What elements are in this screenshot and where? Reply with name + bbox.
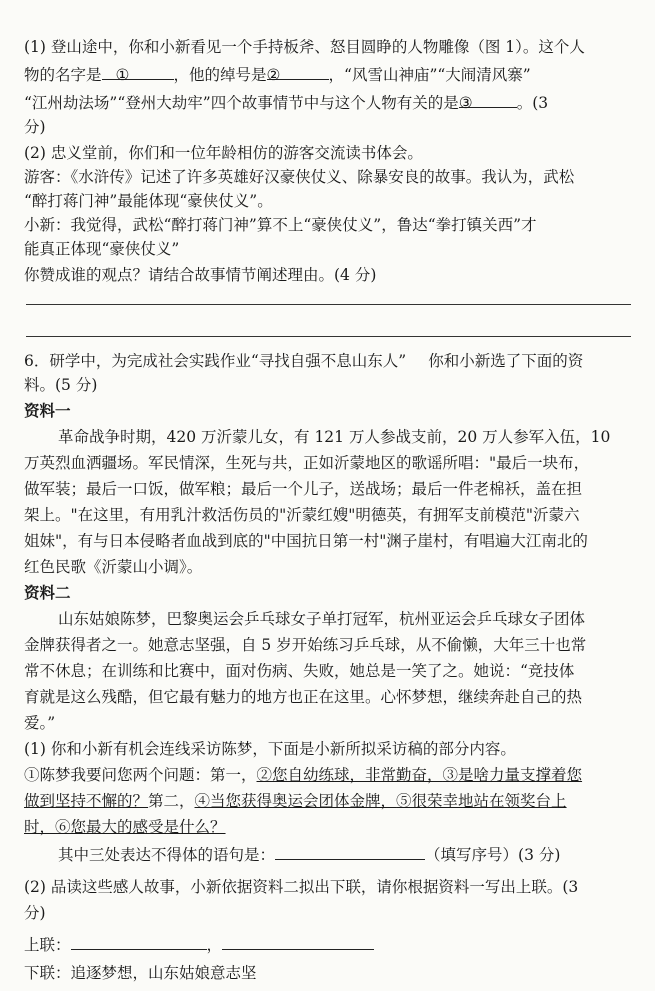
draft-sentence-6: ⑥您最大的感受是什么？ <box>55 818 226 836</box>
resource-2-title: 资料二 <box>24 584 71 602</box>
text: （填写序号）(3 分) <box>425 846 561 864</box>
text: 物的名字是 <box>24 66 102 84</box>
resource-1-line: 革命战争时期，420 万沂蒙儿女，有 121 万人参战支前，20 万人参军入伍，10 <box>58 428 611 446</box>
xiaoxin-line2: 能真正体现“豪侠仗义” <box>24 240 180 258</box>
answer-line-1[interactable] <box>26 304 631 305</box>
text: ，“风雪山神庙”“大闹清风寨” <box>328 66 531 84</box>
lower-couplet-text: 追逐梦想，山东姑娘意志坚 <box>70 964 257 982</box>
resource-1-line: 姐妹"，有与日本侵略者血战到底的"中国抗日第一村"渊子崖村，有唱遍大江南北的 <box>24 532 588 550</box>
resource-1-line: 架上。"在这里，有用乳汁救活伤员的"沂蒙红嫂"明德英，有拥军支前模范"沂蒙六 <box>24 506 580 524</box>
text: 6．研学中，为完成社会实践作业“寻找自强不息山东人” <box>24 352 407 370</box>
q6-sub1-prompt: (1) 你和小新有机会连线采访陈梦，下面是小新所拟采访稿的部分内容。 <box>24 740 516 758</box>
q5-2-prompt: 你赞成谁的观点？请结合故事情节阐述理由。(4 分) <box>24 266 377 284</box>
tourist-line1: 游客：《水浒传》记述了许多英雄好汉豪侠仗义、除暴安良的故事。我认为，武松 <box>24 168 575 186</box>
blank-marker: ① <box>115 66 130 84</box>
upper-couplet-label: 上联： <box>24 936 71 954</box>
draft-sentence-5: ⑤很荣幸地站在领奖台上 <box>396 792 567 810</box>
upper-couplet-blank-1[interactable] <box>71 934 207 950</box>
resource-2-line: 常不休息；在训练和比赛中，面对伤病、失败，她总是一笑了之。她说：“竞技体 <box>24 662 575 680</box>
interview-draft-line1 <box>24 764 629 786</box>
draft-sentence-2: ②您自幼练球，非常勤奋， <box>256 766 443 784</box>
text: ， <box>206 936 223 954</box>
improper-answer-blank[interactable] <box>275 844 425 860</box>
text: 第二， <box>148 792 195 810</box>
draft-sentence-4: ④当您获得奥运会团体金牌， <box>194 792 397 810</box>
q6-line1 <box>24 350 629 372</box>
resource-2-line: 育就是这么残酷，但它最有魅力的地方也正在这里。心怀梦想，继续奔赴自己的热 <box>24 688 583 706</box>
lower-couplet-row <box>24 962 629 984</box>
upper-couplet-blank-2[interactable] <box>222 934 374 950</box>
text: 。(3 <box>516 94 549 112</box>
q5-1-line2 <box>24 64 629 86</box>
q6-sub2-prompt: (2) 品读这些感人故事，小新依据资料二拟出下联，请你根据资料一写出上联。(3 <box>24 878 579 896</box>
text: 其中三处表达不得体的语句是： <box>58 846 276 864</box>
upper-couplet-row <box>24 934 629 956</box>
interview-draft-line3 <box>24 816 629 838</box>
q5-1-line1: (1) 登山途中，你和小新看见一个手持板斧、怒目圆睁的人物雕像（图 1）。这个人 <box>24 38 585 56</box>
text: ，他的绰号是 <box>173 66 267 84</box>
answer-line-2[interactable] <box>26 336 631 337</box>
resource-2-line: 爱。” <box>24 714 56 732</box>
answer-blank-3[interactable] <box>458 92 517 112</box>
q6-line2: 料。(5 分) <box>24 376 98 394</box>
resource-2-line: 山东姑娘陈梦，巴黎奥运会乒乓球女子单打冠军，杭州亚运会乒乓球女子团体 <box>58 610 586 628</box>
xiaoxin-line1: 小新：我觉得，武松“醉打蒋门神”算不上“豪侠仗义”，鲁达“拳打镇关西”才 <box>24 216 537 234</box>
resource-1-line: 万英烈血洒疆场。军民情深，生死与共，正如沂蒙地区的歌谣所唱："最后一块布， <box>24 454 590 472</box>
blank-marker: ③ <box>458 94 473 112</box>
q6-sub2-prompt-cont: 分) <box>24 904 46 922</box>
text: 你和小新选了下面的资 <box>428 352 584 370</box>
draft-sentence-3-cont: 做到坚持不懈的？ <box>24 792 149 810</box>
q5-1-line4: 分) <box>24 118 46 136</box>
resource-1-line: 做军装；最后一口饭，做军粮；最后一个儿子，送战场；最后一件老棉袄，盖在担 <box>24 480 583 498</box>
resource-2-line: 金牌获得者之一。她意志坚强，自 5 岁开始练习乒乓球，从不偷懒，大年三十也常 <box>24 636 587 654</box>
draft-sentence-1: ①陈梦我要问您两个问题：第一， <box>24 766 257 784</box>
draft-sentence-5-cont: 时， <box>24 818 56 836</box>
resource-1-title: 资料一 <box>24 402 71 420</box>
q5-2-intro: (2) 忠义堂前，你们和一位年龄相仿的游客交流读书体会。 <box>24 144 423 162</box>
tourist-line2: “醉打蒋门神”最能体现“豪侠仗义”。 <box>24 192 273 210</box>
answer-blank-2[interactable] <box>266 64 329 84</box>
improper-sentences-question <box>58 844 629 866</box>
q5-1-line3 <box>24 92 629 114</box>
interview-draft-line2 <box>24 790 629 812</box>
blank-marker: ② <box>266 66 281 84</box>
text: “江州劫法场”“登州大劫牢”四个故事情节中与这个人物有关的是 <box>24 94 459 112</box>
answer-blank-1[interactable] <box>102 64 174 84</box>
lower-couplet-label: 下联： <box>24 964 71 982</box>
resource-1-line: 红色民歌《沂蒙山小调》。 <box>24 558 203 576</box>
draft-sentence-3: ③是啥力量支撑着您 <box>442 766 583 784</box>
